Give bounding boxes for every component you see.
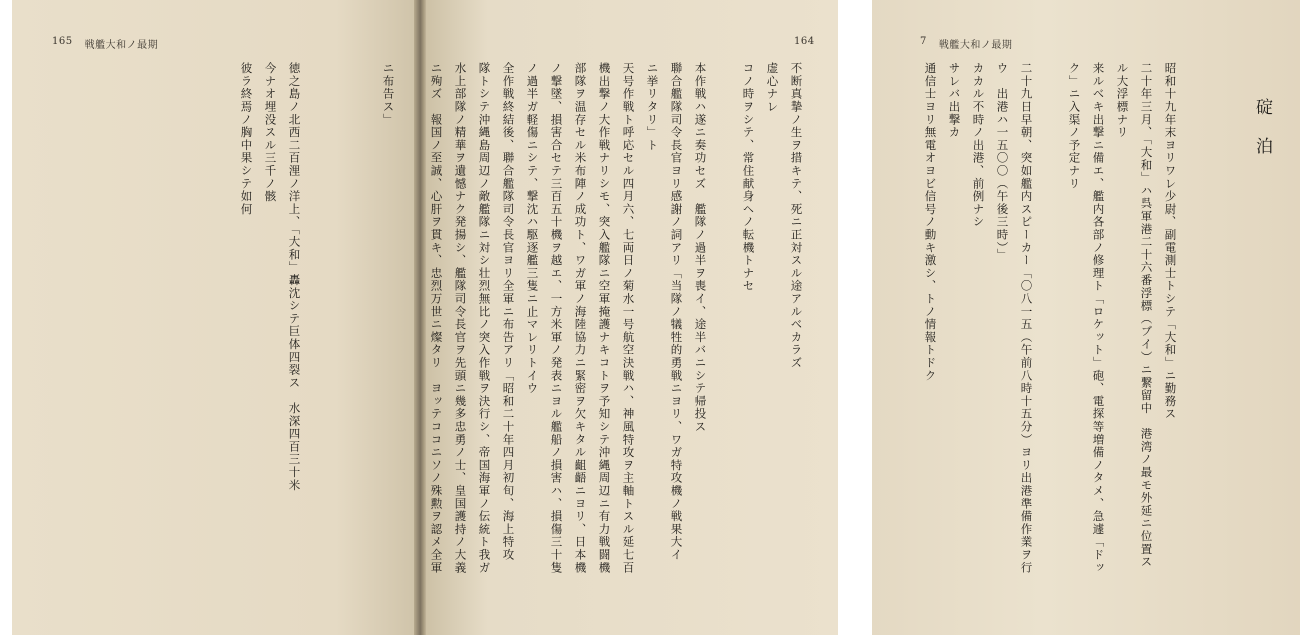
text-column: 本作戦ハ遂ニ奏功セズ 艦隊ノ過半ヲ喪イ、途半バニシテ帰投ス	[693, 62, 708, 434]
text-column: 部隊ヲ温存セル米布陣ノ成功ト、ワガ軍ノ海陸協力ニ緊密ヲ欠キタル齟齬ニヨリ、日本機	[573, 62, 588, 574]
text-column: 徳之島ノ北西二百浬ノ洋上、「大和」轟沈シテ巨体四裂ス 水深四百三十米	[287, 62, 302, 492]
text-column: 昭和十九年末ヨリワレ少尉、副電測士トシテ「大和」ニ勤務ス	[1163, 62, 1178, 421]
text-column: カカル不時ノ出港、前例ナシ	[971, 62, 986, 229]
text-column: 全作戦終結後、聯合艦隊司令長官ヨリ全軍ニ布告アリ「昭和二十年四月初旬、海上特攻	[501, 62, 516, 562]
text-column: ニ布告ス」	[381, 62, 396, 126]
text-column: 天号作戦ト呼応セル四月六、七両日ノ菊水一号航空決戦ハ、神風特攻ヲ主軸トスル延七百	[621, 62, 636, 574]
page-number: 165	[52, 36, 73, 47]
running-head: 戦艦大和ノ最期	[84, 40, 159, 51]
text-column: 聯合艦隊司令長官ヨリ感謝ノ詞アリ「当隊ノ犠牲的勇戦ニヨリ、ワガ特攻機ノ戦果大イ	[669, 62, 684, 562]
book-page-7	[872, 0, 1300, 635]
text-column: ノ撃墜、損害合セテ三百五十機ヲ越エ、一方米軍ノ発表ニヨル艦船ノ損害ハ、損傷三十隻	[549, 62, 564, 574]
book-spread-photo	[12, 0, 838, 635]
text-column: 来ルベキ出撃ニ備エ、艦内各部ノ修理ト「ロケット」砲、電探等増備ノタメ、急遽「ドッ	[1091, 62, 1106, 574]
text-column: ル大浮標ナリ	[1115, 62, 1130, 139]
page-header	[52, 36, 158, 51]
page-header	[794, 36, 815, 47]
text-column: 不断真摯ノ生ヲ措キテ、死ニ正対スル途アルベカラズ	[789, 62, 804, 370]
text-column: 機出撃ノ大作戦ナリシモ、突入艦隊ニ空軍掩護ナキコトヲ予知シテ沖縄周辺ニ有力戦闘機	[597, 62, 612, 574]
book-page-165	[12, 0, 417, 635]
book-page-164	[426, 0, 838, 635]
text-column: ニ挙リタリ」ト	[645, 62, 660, 152]
text-column: サレバ出撃カ	[947, 62, 962, 139]
text-column: ク」ニ入渠ノ予定ナリ	[1067, 62, 1082, 190]
text-column: 二十年三月、「大和」ハ呉軍港二十六番浮標（ブイ）ニ繋留中 港湾ノ最モ外延ニ位置ス	[1139, 62, 1154, 569]
text-column: 今ナオ埋没スル三千ノ骸	[263, 62, 278, 203]
text-column: ウ 出港ハ一五〇〇（午後三時）」	[995, 62, 1010, 262]
text-column: ニ殉ズ 報国ノ至誠、心肝ヲ貫キ、忠烈万世ニ燦タリ ヨッテココニソノ殊勲ヲ認メ全軍	[429, 62, 444, 574]
page-number: 164	[794, 36, 815, 47]
page-header	[920, 36, 1012, 51]
running-head: 戦艦大和ノ最期	[938, 40, 1013, 51]
text-column: ノ過半ガ軽傷ニシテ、撃沈ハ駆逐艦三隻ニ止マレリトイウ	[525, 62, 540, 395]
text-column: 彼ラ終焉ノ胸中果シテ如何	[239, 62, 254, 216]
page-number: 7	[920, 36, 927, 47]
chapter-title: 碇泊	[1252, 98, 1272, 176]
text-column: 隊トシテ沖縄島周辺ノ敵艦隊ニ対シ壮烈無比ノ突入作戦ヲ決行シ、帝国海軍ノ伝統ト我ガ	[477, 62, 492, 574]
text-column: コノ時ヲシテ、常住献身ヘノ転機トナセ	[741, 62, 756, 293]
text-column: 水上部隊ノ精華ヲ遺憾ナク発揚シ、艦隊司令長官ヲ先頭ニ幾多忠勇ノ士、皇国護持ノ大義	[453, 62, 468, 574]
text-column: 二十九日早朝、突如艦内スピーカー「〇八一五（午前八時十五分）ヨリ出港準備作業ヲ行	[1019, 62, 1034, 574]
text-column: 通信士ヨリ無電オヨビ信号ノ動キ激シ、トノ情報トドク	[923, 62, 938, 382]
text-column: 虚心ナレ	[765, 62, 780, 114]
